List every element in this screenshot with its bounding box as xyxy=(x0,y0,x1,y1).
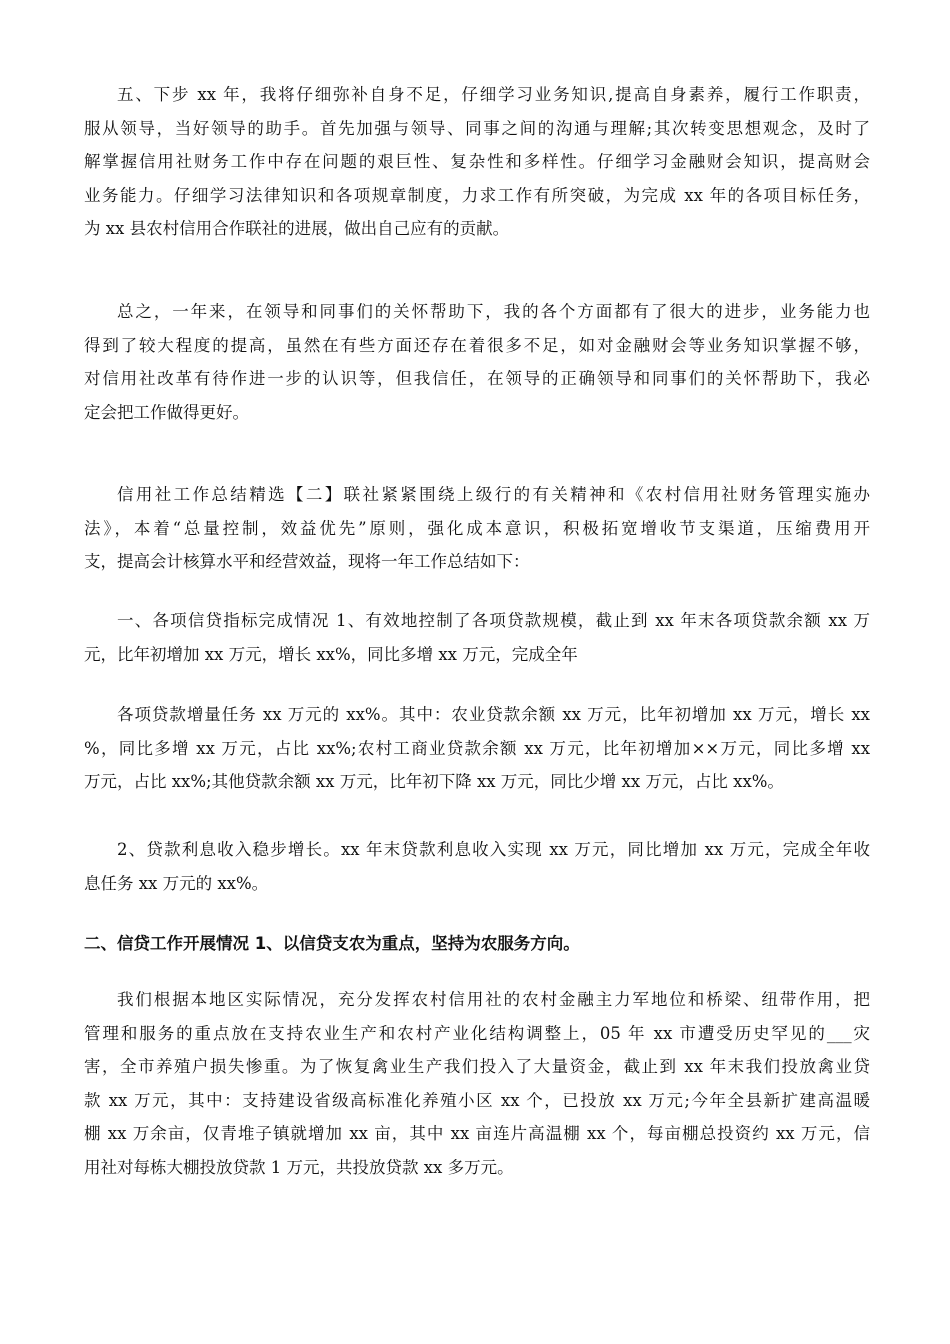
text-line: 万元，占比 xx%;其他贷款余额 xx 万元，比年初下降 xx 万元，同比少增 xx 万元，占比 xx%。 xyxy=(84,772,784,791)
text-line: 一、各项信贷指标完成情况 1、有效地控制了各项贷款规模，截止到 xx 年末各项贷款余额 xx 万 xyxy=(117,611,870,630)
text-line: 2、贷款利息收入稳步增长。xx 年末贷款利息收入实现 xx 万元，同比增加 xx 万元，完成全年收 xyxy=(117,840,870,859)
section-heading xyxy=(84,927,870,961)
text-line: 支，提高会计核算水平和经营效益，现将一年工作总结如下： xyxy=(84,552,530,571)
text-line: 五、下步 xx 年，我将仔细弥补自身不足，仔细学习业务知识,提高自身素养，履行工作职责， xyxy=(117,85,870,104)
paragraph-credit-indicators xyxy=(84,604,870,671)
paragraph-next-year-plan xyxy=(84,78,870,246)
text-line: 解掌握信用社财务工作中存在问题的艰巨性、复杂性和多样性。仔细学习金融财会知识，提高财会 xyxy=(84,152,870,171)
text-line: 管理和服务的重点放在支持农业生产和农村产业化结构调整上，05 年 xx 市遭受历史罕见的___灾 xyxy=(84,1023,870,1043)
paragraph-loan-breakdown xyxy=(84,698,870,799)
text-line: 款 xx 万元，其中：支持建设省级高标准化养殖小区 xx 个，已投放 xx 万元;今年全县新扩建高温暖 xyxy=(84,1090,870,1110)
text-line: 得到了较大程度的提高，虽然在有些方面还存在着很多不足，如对金融财会等业务知识掌握不够， xyxy=(84,335,870,355)
text-line: 法》，本着“总量控制，效益优先”原则，强化成本意识，积极拓宽增收节支渠道，压缩费用开 xyxy=(84,518,870,538)
text-line: 棚 xx 万余亩，仅青堆子镇就增加 xx 亩，其中 xx 亩连片高温棚 xx 个，每亩棚总投资约 xx 万元，信 xyxy=(84,1124,870,1143)
text-line: 我们根据本地区实际情况，充分发挥农村信用社的农村金融主力军地位和桥梁、纽带作用，把 xyxy=(117,990,870,1009)
paragraph-conclusion xyxy=(84,295,870,429)
text-line: 害，全市养殖户损失惨重。为了恢复禽业生产我们投入了大量资金，截止到 xx 年末我们投放禽业贷 xyxy=(84,1057,870,1076)
paragraph-agri-support xyxy=(84,983,870,1184)
text-line: 各项贷款增量任务 xx 万元的 xx%。其中：农业贷款余额 xx 万元，比年初增加 xx 万元，增长 xx xyxy=(117,705,870,724)
text-line: 对信用社改革有待作进一步的认识等，但我信任，在领导的正确领导和同事们的关怀帮助下，我必 xyxy=(84,369,870,388)
text-line: 为 xx 县农村信用合作联社的进展，做出自己应有的贡献。 xyxy=(84,219,510,238)
heading-text: 二、信贷工作开展情况 1、以信贷支农为重点，坚持为农服务方向。 xyxy=(84,934,580,953)
text-line: 定会把工作做得更好。 xyxy=(84,402,249,422)
text-line: 用社对每栋大棚投放贷款 1 万元，共投放贷款 xx 多万元。 xyxy=(84,1157,514,1177)
text-line: 元，比年初增加 xx 万元，增长 xx%，同比多增 xx 万元，完成全年 xyxy=(84,644,578,664)
text-line: 总之，一年来，在领导和同事们的关怀帮助下，我的各个方面都有了很大的进步，业务能力也 xyxy=(117,302,870,321)
text-line: 息任务 xx 万元的 xx%。 xyxy=(84,873,269,893)
paragraph-interest-income xyxy=(84,833,870,900)
text-line: 业务能力。仔细学习法律知识和各项规章制度，力求工作有所突破，为完成 xx 年的各项目标任务， xyxy=(84,185,870,205)
text-line: 信用社工作总结精选【二】联社紧紧围绕上级行的有关精神和《农村信用社财务管理实施办 xyxy=(117,485,870,504)
text-line: %，同比多增 xx 万元，占比 xx%;农村工商业贷款余额 xx 万元，比年初增加××万元，同比多增 xx xyxy=(84,738,870,758)
text-line: 服从领导，当好领导的助手。首先加强与领导、同事之间的沟通与理解;其次转变思想观念，及时了 xyxy=(84,118,870,138)
paragraph-summary-intro xyxy=(84,478,870,579)
